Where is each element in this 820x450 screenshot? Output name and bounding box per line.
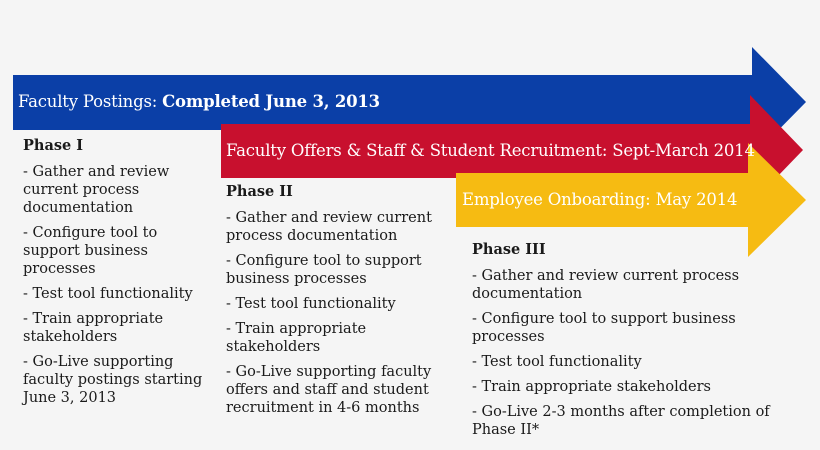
phase-2-column <box>226 183 446 424</box>
phase-3-title: Phase III <box>472 241 546 258</box>
phase-2-item: - Configure tool to support business processes <box>226 253 422 287</box>
phase-2-item: - Gather and review current process documentation <box>226 210 432 244</box>
phase-3-item: - Configure tool to support business processes <box>472 311 736 345</box>
phase-2-item: - Go-Live supporting faculty offers and staff and student recruitment in 4-6 months <box>226 364 432 416</box>
yellow-arrow-label: Employee Onboarding: May 2014 <box>462 190 738 209</box>
phase-1-item: - Go-Live supporting faculty postings starting June 3, 2013 <box>23 354 203 406</box>
phase-2-list <box>226 209 446 417</box>
phase-3-item: - Go-Live 2-3 months after completion of Phase II* <box>472 404 770 438</box>
phase-3-list <box>472 267 792 439</box>
phase-2-item: - Test tool functionality <box>226 296 396 312</box>
phase-1-list <box>23 163 203 407</box>
blue-arrow-label-bold: Completed June 3, 2013 <box>162 92 380 111</box>
phase-1-item: - Gather and review current process documentation <box>23 164 170 216</box>
blue-arrow-label: Faculty Postings: Completed June 3, 2013 <box>18 92 380 111</box>
phase-1-title: Phase I <box>23 137 84 154</box>
phase-1-item: - Test tool functionality <box>23 286 193 302</box>
phase-1-column <box>23 137 203 414</box>
phase-3-item: - Test tool functionality <box>472 354 642 370</box>
phase-3-item: - Gather and review current process documentation <box>472 268 740 302</box>
phase-2-title: Phase II <box>226 183 293 200</box>
red-arrow-label: Faculty Offers & Staff & Student Recruitment: Sept-March 2014 <box>226 141 755 160</box>
phase-3-item: - Train appropriate stakeholders <box>472 379 711 395</box>
phase-2-item: - Train appropriate stakeholders <box>226 321 367 355</box>
phase-1-item: - Train appropriate stakeholders <box>23 311 164 345</box>
phase-3-column <box>472 241 792 446</box>
phase-1-item: - Configure tool to support business processes <box>23 225 158 277</box>
